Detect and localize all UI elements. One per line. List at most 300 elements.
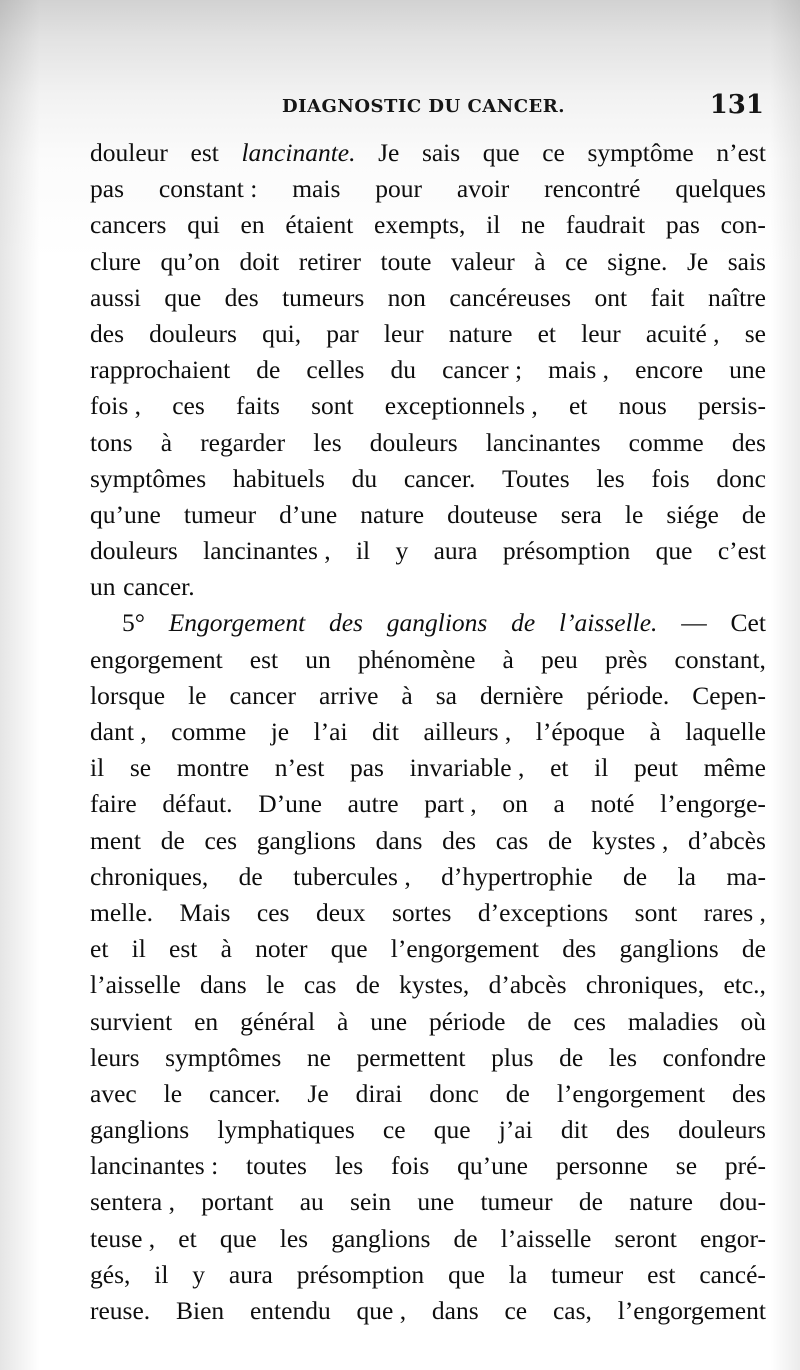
word: doit bbox=[239, 246, 280, 276]
word: laquelle bbox=[685, 717, 766, 746]
word: et bbox=[537, 318, 556, 348]
text-line bbox=[90, 823, 766, 859]
word: d’abcès bbox=[688, 825, 766, 855]
text-line bbox=[90, 171, 766, 207]
word: sais bbox=[421, 138, 461, 167]
word: il bbox=[90, 753, 105, 783]
word: du bbox=[390, 355, 417, 385]
word: rencontré bbox=[544, 174, 641, 204]
word: comme bbox=[628, 427, 704, 457]
word: n’est bbox=[716, 138, 766, 167]
word: fois bbox=[391, 1151, 430, 1181]
word: à bbox=[220, 934, 232, 964]
word: des bbox=[562, 934, 597, 964]
text-line bbox=[90, 967, 766, 1003]
italic-word: Engorgement bbox=[168, 608, 306, 638]
word: nous bbox=[618, 391, 667, 421]
word: douleurs bbox=[90, 536, 178, 566]
word: est bbox=[647, 1259, 676, 1289]
word: la bbox=[677, 861, 696, 891]
word: chroniques, bbox=[585, 970, 705, 1000]
word: tubercules , bbox=[293, 861, 411, 891]
word: signe. bbox=[607, 246, 668, 276]
word: près bbox=[604, 644, 648, 674]
word: de bbox=[741, 934, 766, 964]
word: et bbox=[178, 1223, 197, 1253]
text-line bbox=[90, 1076, 766, 1112]
word: de bbox=[238, 861, 263, 891]
word: pas bbox=[349, 753, 384, 783]
word: cancer bbox=[229, 680, 296, 710]
word: rares , bbox=[703, 897, 766, 927]
word: fois , bbox=[90, 391, 141, 421]
word: d’une bbox=[279, 499, 338, 529]
word: peut bbox=[634, 753, 678, 783]
word: Cet bbox=[730, 608, 766, 638]
word: toute bbox=[380, 246, 432, 276]
word: l’engorge- bbox=[660, 789, 766, 819]
word: que bbox=[219, 1223, 257, 1253]
word: leur bbox=[581, 318, 621, 348]
word: celles bbox=[306, 355, 365, 385]
text-line bbox=[90, 642, 766, 678]
word: fois bbox=[651, 463, 690, 493]
word: à bbox=[337, 1006, 349, 1036]
word: leurs bbox=[90, 1042, 140, 1072]
word: ces bbox=[172, 391, 205, 421]
word: encore bbox=[635, 355, 704, 385]
text-line bbox=[90, 786, 766, 822]
word: qui bbox=[187, 210, 220, 240]
word: cancers bbox=[90, 210, 167, 240]
word: ganglions bbox=[331, 1223, 431, 1253]
word: ne bbox=[521, 210, 546, 240]
word: il bbox=[594, 753, 609, 783]
word: c’est bbox=[717, 536, 766, 566]
running-head: DIAGNOSTIC DU CANCER. bbox=[282, 96, 565, 117]
word: sortes bbox=[391, 897, 452, 927]
text-line bbox=[90, 388, 766, 424]
word: de bbox=[741, 499, 766, 529]
word: dant , bbox=[90, 717, 147, 746]
word: cancéreuses bbox=[449, 282, 572, 312]
word: en bbox=[194, 1006, 219, 1036]
word: ne bbox=[306, 1042, 331, 1072]
word: Je bbox=[307, 1078, 329, 1108]
text-line bbox=[90, 750, 766, 786]
word: le bbox=[188, 680, 207, 710]
word: de bbox=[160, 825, 185, 855]
word: cas bbox=[495, 825, 529, 855]
word: se bbox=[129, 753, 152, 783]
word: au bbox=[299, 1187, 324, 1217]
word: lorsque bbox=[90, 680, 166, 710]
word: siége bbox=[666, 499, 719, 529]
word: kystes , bbox=[591, 825, 669, 855]
word: y bbox=[395, 536, 409, 566]
word: à bbox=[534, 246, 546, 276]
word: faudrait bbox=[565, 210, 646, 240]
word: est bbox=[169, 934, 198, 964]
word: une bbox=[417, 1187, 455, 1217]
word: con- bbox=[720, 210, 766, 240]
word: qu’une bbox=[90, 499, 161, 529]
word: que , bbox=[356, 1296, 407, 1325]
word: j’ai bbox=[498, 1115, 533, 1145]
word: ganglions bbox=[256, 825, 356, 855]
word: 5° bbox=[122, 608, 145, 638]
word: douleurs bbox=[678, 1115, 766, 1145]
word: melle. bbox=[90, 897, 154, 927]
word: Je bbox=[686, 246, 709, 276]
word: cancer. bbox=[209, 1078, 281, 1108]
word: naître bbox=[707, 282, 766, 312]
italic-word: l’aisselle. bbox=[558, 608, 658, 638]
word: qu’une bbox=[457, 1151, 528, 1181]
word: constant : bbox=[158, 174, 258, 204]
word: que bbox=[164, 282, 202, 312]
word: invariable , bbox=[409, 753, 525, 783]
text-line bbox=[90, 461, 766, 497]
word: présomption bbox=[502, 536, 631, 566]
text-line bbox=[90, 1221, 766, 1257]
word: kystes, bbox=[399, 970, 470, 1000]
word: l’aisselle bbox=[90, 970, 181, 1000]
word: douleurs bbox=[369, 427, 458, 457]
word: de bbox=[256, 355, 281, 385]
word: ont bbox=[594, 282, 628, 312]
word: des bbox=[442, 825, 477, 855]
word: ce bbox=[565, 246, 588, 276]
word: je bbox=[270, 717, 290, 746]
word: lancinantes : bbox=[90, 1151, 219, 1181]
word: de bbox=[623, 861, 648, 891]
word: à bbox=[502, 644, 514, 674]
word: valeur bbox=[451, 246, 515, 276]
word: les bbox=[608, 1042, 638, 1072]
word: pré- bbox=[724, 1151, 766, 1181]
word: fait bbox=[650, 282, 685, 312]
word: engor- bbox=[699, 1223, 766, 1253]
text-line bbox=[90, 425, 766, 461]
text-line bbox=[90, 533, 766, 569]
text-line bbox=[90, 859, 766, 895]
word: ce bbox=[504, 1296, 528, 1325]
word: cancer. bbox=[123, 572, 195, 602]
word: faits bbox=[235, 391, 280, 421]
word: retirer bbox=[298, 246, 361, 276]
word: tons bbox=[90, 427, 133, 457]
word: portant bbox=[201, 1187, 274, 1217]
word: douleurs bbox=[149, 318, 237, 348]
word: sera bbox=[560, 499, 602, 529]
word: qu’on bbox=[160, 246, 220, 276]
word: des bbox=[731, 427, 766, 457]
word: cas, bbox=[552, 1296, 592, 1325]
word: clure bbox=[90, 246, 141, 276]
text-line bbox=[90, 931, 766, 967]
word: a bbox=[553, 789, 565, 819]
word: ment bbox=[90, 825, 141, 855]
word: dernière bbox=[479, 680, 564, 710]
word: des bbox=[731, 1078, 766, 1108]
word: les bbox=[279, 1223, 309, 1253]
word: D’une bbox=[258, 789, 322, 819]
word: comme bbox=[171, 717, 247, 746]
word: ganglions bbox=[90, 1115, 190, 1145]
text-line bbox=[90, 135, 766, 171]
word: aussi bbox=[90, 282, 141, 312]
word: période. bbox=[586, 680, 670, 710]
word: donc bbox=[429, 1078, 479, 1108]
word: arrive bbox=[318, 680, 379, 710]
word: étaient bbox=[285, 210, 354, 240]
word: maladies bbox=[627, 1006, 719, 1036]
word: sein bbox=[350, 1187, 392, 1217]
word: l’engorgement bbox=[617, 1296, 766, 1325]
word: Je bbox=[378, 138, 400, 167]
word: d’hypertrophie bbox=[441, 861, 593, 891]
word: même bbox=[703, 753, 766, 783]
word: ganglions bbox=[619, 934, 719, 964]
word: le bbox=[163, 1078, 183, 1108]
word: — bbox=[681, 608, 707, 638]
word: l’engorgement bbox=[390, 934, 540, 964]
text-line bbox=[90, 678, 766, 714]
text-line bbox=[90, 207, 766, 243]
word: des bbox=[224, 282, 259, 312]
word: des bbox=[90, 318, 124, 348]
word: avoir bbox=[456, 174, 510, 204]
word: symptômes bbox=[90, 463, 207, 493]
word: ces bbox=[204, 825, 238, 855]
word: les bbox=[596, 463, 625, 493]
word: leur bbox=[383, 318, 424, 348]
word: exceptionnels , bbox=[384, 391, 538, 421]
word: lymphatiques bbox=[217, 1115, 355, 1145]
word: part , bbox=[424, 789, 477, 819]
word: plus bbox=[491, 1042, 534, 1072]
word: ces bbox=[256, 897, 290, 927]
word: et bbox=[90, 934, 109, 964]
text-line bbox=[90, 605, 766, 641]
word: douleur bbox=[90, 138, 168, 167]
word: nature bbox=[360, 499, 425, 529]
word: un bbox=[305, 644, 331, 674]
word: est bbox=[249, 644, 279, 674]
word: que bbox=[448, 1259, 485, 1289]
word: il bbox=[154, 1259, 169, 1289]
italic-word: de bbox=[511, 608, 536, 638]
word: d’abcès bbox=[488, 970, 567, 1000]
word: défaut. bbox=[162, 789, 233, 819]
word: Toutes bbox=[502, 463, 570, 493]
word: tumeur bbox=[480, 1187, 553, 1217]
word: tumeurs bbox=[282, 282, 365, 312]
word: et bbox=[550, 753, 569, 783]
word: Bien bbox=[176, 1296, 225, 1325]
word: en bbox=[240, 210, 265, 240]
word: permettent bbox=[356, 1042, 466, 1072]
word: l’ai bbox=[313, 717, 348, 746]
text-line bbox=[90, 1112, 766, 1148]
word: ce bbox=[542, 138, 565, 167]
word: dans bbox=[431, 1296, 479, 1325]
word: nature bbox=[629, 1187, 693, 1217]
word: faire bbox=[90, 789, 137, 819]
word: seront bbox=[614, 1223, 677, 1253]
word: à bbox=[160, 427, 173, 457]
text-line bbox=[90, 244, 766, 280]
word: ma- bbox=[726, 861, 766, 891]
word: lancinantes bbox=[485, 427, 601, 457]
word: sont bbox=[311, 391, 354, 421]
text-line bbox=[90, 895, 766, 931]
word: des bbox=[615, 1115, 650, 1145]
text-line bbox=[90, 280, 766, 316]
word: présomption bbox=[296, 1259, 425, 1289]
word: aura bbox=[433, 536, 478, 566]
word: il bbox=[131, 934, 146, 964]
word: on bbox=[502, 789, 528, 819]
word: confondre bbox=[662, 1042, 766, 1072]
word: une bbox=[370, 1006, 408, 1036]
word: regarder bbox=[200, 427, 286, 457]
word: symptômes bbox=[165, 1042, 282, 1072]
word: donc bbox=[716, 463, 766, 493]
text-line bbox=[90, 316, 766, 352]
word: aura bbox=[228, 1259, 273, 1289]
word: survient bbox=[90, 1006, 173, 1036]
word: nature bbox=[448, 318, 513, 348]
word: l’époque bbox=[535, 717, 625, 746]
word: à bbox=[401, 680, 413, 710]
word: non bbox=[387, 282, 426, 312]
text-line bbox=[90, 352, 766, 388]
word: se bbox=[675, 1151, 698, 1181]
word: chroniques, bbox=[90, 861, 209, 891]
word: de bbox=[355, 970, 380, 1000]
word: entendu bbox=[249, 1296, 331, 1325]
italic-word: lancinante. bbox=[241, 138, 356, 167]
word: à bbox=[649, 717, 661, 746]
word: y bbox=[192, 1259, 206, 1289]
word: il bbox=[486, 210, 501, 240]
text-line bbox=[90, 569, 766, 605]
word: que bbox=[433, 1115, 471, 1145]
word: engorgement bbox=[90, 644, 223, 674]
word: Mais bbox=[179, 897, 231, 927]
word: cancé- bbox=[699, 1259, 766, 1289]
word: pas bbox=[90, 174, 124, 204]
italic-word: ganglions bbox=[386, 608, 488, 638]
body-text bbox=[90, 135, 766, 1329]
word: sentera , bbox=[90, 1187, 175, 1217]
word: de bbox=[505, 1078, 530, 1108]
word: constant, bbox=[674, 644, 766, 674]
word: ce bbox=[382, 1115, 406, 1145]
word: toutes bbox=[246, 1151, 307, 1181]
word: que bbox=[482, 138, 520, 167]
word: est bbox=[190, 138, 219, 167]
word: que bbox=[655, 536, 693, 566]
word: douteuse bbox=[447, 499, 538, 529]
word: noter bbox=[255, 934, 308, 964]
word: pas bbox=[665, 210, 700, 240]
italic-word: des bbox=[328, 608, 363, 638]
word: les bbox=[334, 1151, 364, 1181]
word: dou- bbox=[719, 1187, 766, 1217]
text-line bbox=[90, 497, 766, 533]
word: le bbox=[624, 499, 644, 529]
word: sont bbox=[634, 897, 678, 927]
word: et bbox=[568, 391, 588, 421]
word: habituels bbox=[232, 463, 325, 493]
text-line bbox=[90, 1184, 766, 1220]
word: dans bbox=[199, 970, 247, 1000]
word: teuse , bbox=[90, 1223, 156, 1253]
word: où bbox=[740, 1006, 766, 1036]
word: ailleurs , bbox=[423, 717, 512, 746]
word: sa bbox=[435, 680, 457, 710]
word: dit bbox=[560, 1115, 588, 1145]
word: l’engorgement bbox=[556, 1078, 706, 1108]
word: personne bbox=[555, 1151, 648, 1181]
word: de bbox=[527, 1006, 552, 1036]
word: de bbox=[548, 825, 573, 855]
word: acuité , bbox=[645, 318, 720, 348]
word: de bbox=[453, 1223, 478, 1253]
word: Cepen- bbox=[692, 680, 766, 710]
word: reuse. bbox=[90, 1296, 151, 1325]
word: une bbox=[729, 355, 766, 385]
word: dit bbox=[372, 717, 399, 746]
word: il bbox=[355, 536, 371, 566]
text-line bbox=[90, 1293, 766, 1329]
word: tumeur bbox=[551, 1259, 624, 1289]
word: pour bbox=[375, 174, 422, 204]
word: quelques bbox=[675, 174, 766, 204]
word: exempts, bbox=[374, 210, 466, 240]
word: mais bbox=[292, 174, 341, 204]
text-line bbox=[90, 714, 766, 750]
word: par bbox=[326, 318, 359, 348]
word: mais , bbox=[548, 355, 610, 385]
word: n’est bbox=[274, 753, 325, 783]
word: phénomène bbox=[357, 644, 476, 674]
word: cancer. bbox=[403, 463, 476, 493]
word: montre bbox=[176, 753, 250, 783]
word: de bbox=[578, 1187, 603, 1217]
word: général bbox=[240, 1006, 316, 1036]
word: la bbox=[508, 1259, 528, 1289]
word: noté bbox=[590, 789, 635, 819]
page-header bbox=[90, 86, 766, 126]
word: dans bbox=[375, 825, 423, 855]
word: rapprochaient bbox=[90, 355, 231, 385]
word: etc., bbox=[723, 970, 766, 1000]
word: cancer ; bbox=[442, 355, 523, 385]
text-line bbox=[90, 1148, 766, 1184]
text-line bbox=[90, 1257, 766, 1293]
page-number: 131 bbox=[709, 90, 764, 120]
word: du bbox=[351, 463, 378, 493]
text-line bbox=[90, 1040, 766, 1076]
word: dirai bbox=[355, 1078, 403, 1108]
word: persis- bbox=[697, 391, 766, 421]
word: qui, bbox=[262, 318, 302, 348]
word: les bbox=[313, 427, 342, 457]
